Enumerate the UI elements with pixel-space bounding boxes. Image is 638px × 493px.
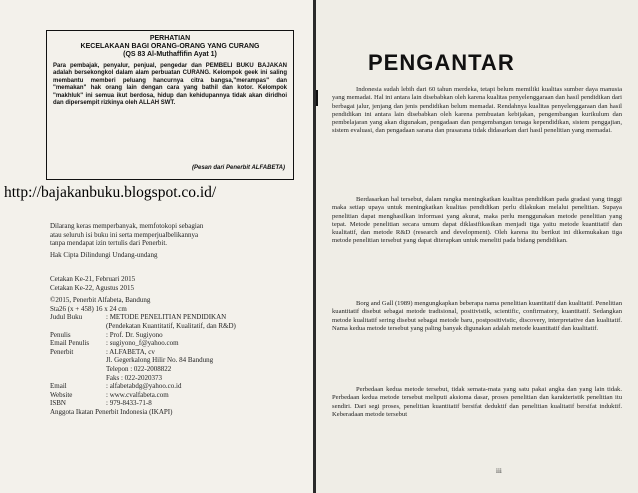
source-url: http://bajakanbuku.blogspot.co.id/ <box>4 184 217 201</box>
page-number: iii <box>496 467 502 475</box>
detail-value: Faks : 022-2020373 <box>106 373 162 382</box>
detail-value: (Pendekatan Kuantitatif, Kualitatif, dan R&D) <box>106 321 236 330</box>
detail-value: Telepon : 022-2008822 <box>106 364 172 373</box>
detail-key: Judul Buku <box>50 313 83 322</box>
detail-value: : METODE PENELITIAN PENDIDIKAN <box>106 313 227 322</box>
page-marker <box>316 90 318 106</box>
detail-row <box>50 313 236 322</box>
page-heading: PENGANTAR <box>368 50 515 75</box>
detail-key: Email <box>50 382 67 391</box>
detail-row <box>50 339 236 348</box>
print-info <box>50 275 236 417</box>
detail-row <box>50 391 236 400</box>
book-size-code: Sta26 (x + 458) 16 x 24 cm <box>50 304 127 313</box>
detail-key: Penerbit <box>50 347 74 356</box>
paragraph-3: Borg and Gall (1989) mengungkapkan beberapa nama penelitian kuantitatif dan kualitatif. Penelitian kuantitatif disebut sebagai metode tradisional, positivistik, scientific, confirmatory, kuantitatif. Sedangkan metode kualitatif sering disebut sebagai metode baru, postpositivistic, discovery, interpretative dan kualitatif. Nama kedua metode tersebut yang paling banyak digunakan adalah metode kuantitatif dan kualitatif. <box>332 300 622 332</box>
detail-value: Jl. Gegerkalong Hilir No. 84 Bandung <box>106 356 214 365</box>
detail-value: : alfabetabdg@yahoo.co.id <box>106 382 182 391</box>
detail-row <box>50 382 236 391</box>
copyright-line: tanpa mendapat izin tertulis dari Penerbit. <box>50 239 168 248</box>
paragraph-2: Berdasarkan hal tersebut, dalam rangka meningkatkan kualitas pendidikan pada gradasi yang tinggi maka setiap upaya untuk meningkatkan kualitas pendidikan perlu dilakukan melalui penelitian. Supaya penelitian dapat menghasilkan informasi yang akurat, maka perlu menggunakan metode penelitian yang tepat. Metode penelitian secara umum dapat diklasifikasikan menjadi tiga yaitu metode kuantitatif dan kualitatif, dan metode R&D (research and development). Oleh karena itu berikut ini dikemukakan tiga metode penelitian tersebut yang dapat diterapkan untuk meneliti pada bidang pendidikan. <box>332 196 622 245</box>
paragraph-1: Indonesia sudah lebih dari 60 tahun merdeka, tetapi belum memiliki kualitas sumber daya manusia yang memadai. Hal ini antara lain disebabkan oleh karena kualitas penyelenggaraan dan hasil pendidikan dari berbagai jalur, jenjang dan jenis pendidikan belum memadai. Rendahnya kualitas penyelenggaraan dan hasil pendidikan ini antara lain disebabkan oleh karena pembuatan kebijakan, pengembangan kurikulum dan pembelajaran yang akan digunakan, pengadaan dan pengembangan tenaga kependidikan, sistem penggajian, sistem evaluasi, dan pengadaan sarana dan prasarana tidak didasarkan dari hasil penelitian yang memadai. <box>332 86 622 135</box>
detail-value: : sugiyono_f@yahoo.com <box>106 339 179 348</box>
notice-body: Para pembajak, penyalur, penjual, pengedar dan PEMBELI BUKU BAJAKAN adalah bersekongkol dalam alam perbuatan CURANG. Kelompok geek ini saling membantu memberi peluang hancurnya citra bangsa,"merampas" dan "memakan" hak orang lain dengan cara yang bathil dan kotor. Kelompok "makhluk" ini semua ikut berdosa, hidup dan kehidupannya tidak akan diridhoi dan dipersempit rizkinya oleh ALLAH SWT. <box>53 63 287 107</box>
detail-row <box>50 365 236 374</box>
detail-row <box>50 322 236 331</box>
notice-verse: (QS 83 Al-Muthaffifin Ayat 1) <box>123 51 217 58</box>
detail-row <box>50 356 236 365</box>
paragraph-4: Perbedaan kedua metode tersebut, tidak semata-mata yang satu pakai angka dan yang lain tidak. Perbedaan kedua metode tersebut meliputi aksioma dasar, proses penelitian dan karakteristik penelitian itu sendiri. Dari segi proses, penelitian kuantitatif bersifat deduktif dan penelitian kualitatif bersifat induktif. Keberadaan metode tersebut <box>332 386 622 418</box>
warning-notice-box <box>46 30 294 180</box>
detail-key: ISBN <box>50 399 66 408</box>
ikapi-member: Anggota Ikatan Penerbit Indonesia (IKAPI) <box>50 407 173 416</box>
detail-row <box>50 399 236 408</box>
print-edition: Cetakan Ke-22, Agustus 2015 <box>50 283 134 292</box>
print-edition: Cetakan Ke-21, Februari 2015 <box>50 275 136 283</box>
left-page <box>0 0 313 493</box>
notice-title: PERHATIAN <box>149 35 191 42</box>
detail-value: : www.cvalfabeta.com <box>106 390 169 399</box>
notice-signature: (Pesan dari Penerbit ALFABETA) <box>191 165 285 171</box>
book-details <box>50 313 236 408</box>
detail-row <box>50 348 236 357</box>
detail-row <box>50 331 236 340</box>
detail-key: Website <box>50 390 73 399</box>
detail-key: Email Penulis <box>50 339 90 348</box>
notice-subtitle: KECELAKAAN BAGI ORANG-ORANG YANG CURANG <box>80 43 260 50</box>
copyright-line: Dilarang keras memperbanyak, memfotokopi sebagian <box>50 222 204 230</box>
detail-value: : 979-8433-71-8 <box>106 399 152 408</box>
detail-value: : ALFABETA, cv <box>106 347 155 356</box>
right-page <box>316 0 638 493</box>
copyright-line: atau seluruh isi buku ini serta memperjualbelikannya <box>50 230 199 239</box>
detail-row <box>50 374 236 383</box>
detail-value: : Prof. Dr. Sugiyono <box>106 330 163 339</box>
copyright-protected: Hak Cipta Dilindungi Undang-undang <box>50 250 158 259</box>
copyright-warning <box>50 222 203 259</box>
detail-key: Penulis <box>50 330 71 339</box>
publisher-copyright: ©2015, Penerbit Alfabeta, Bandung <box>50 296 151 305</box>
